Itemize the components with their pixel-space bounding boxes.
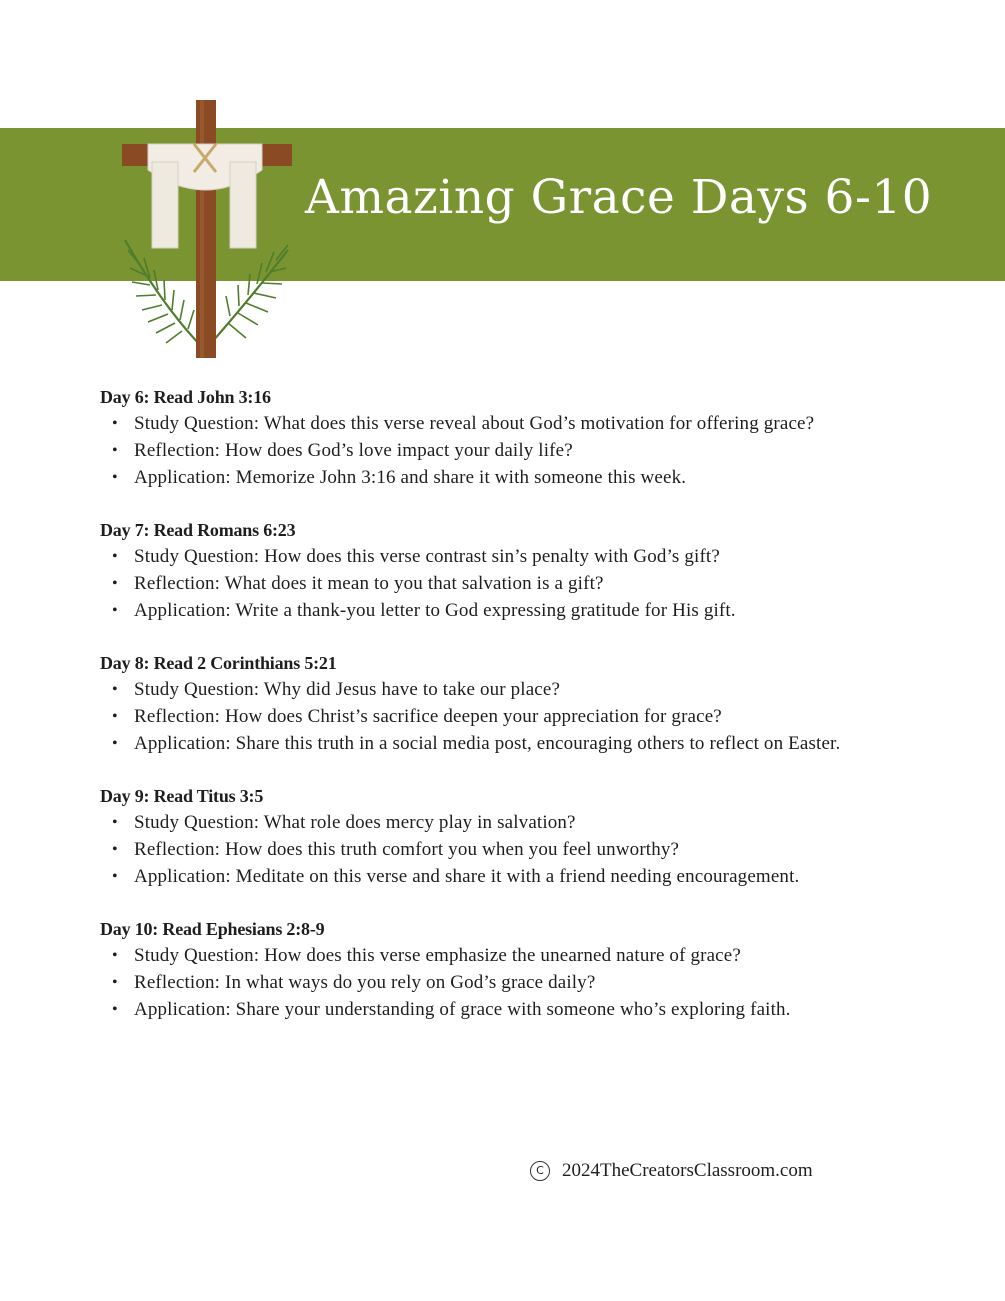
list-item: • Study Question: What role does mercy play in salvation? — [100, 809, 940, 836]
list-item: • Reflection: How does Christ’s sacrifice deepen your appreciation for grace? — [100, 703, 940, 730]
copyright-icon: C — [530, 1161, 550, 1181]
list-item: • Study Question: Why did Jesus have to take our place? — [100, 676, 940, 703]
bullet-icon: • — [112, 708, 118, 725]
list-item: • Application: Share this truth in a social media post, encouraging others to reflect on Easter. — [100, 730, 940, 757]
bullet-icon: • — [112, 442, 118, 459]
list-item: • Reflection: In what ways do you rely on God’s grace daily? — [100, 969, 940, 996]
day-heading: Day 6: Read John 3:16 — [100, 387, 271, 407]
day-heading: Day 8: Read 2 Corinthians 5:21 — [100, 653, 337, 673]
list-item: • Study Question: How does this verse contrast sin’s penalty with God’s gift? — [100, 543, 940, 570]
bullet-icon: • — [112, 841, 118, 858]
bullet-icon: • — [112, 602, 118, 619]
copyright-footer — [530, 1160, 813, 1182]
bullet-icon: • — [112, 735, 118, 752]
day-section-7 — [100, 517, 940, 624]
list-item: • Application: Memorize John 3:16 and share it with someone this week. — [100, 464, 940, 491]
list-item: • Study Question: What does this verse reveal about God’s motivation for offering grace? — [100, 410, 940, 437]
bullet-icon: • — [112, 814, 118, 831]
bullet-icon: • — [112, 681, 118, 698]
list-item: • Reflection: How does God’s love impact your daily life? — [100, 437, 940, 464]
cross-with-palms-illustration — [110, 100, 300, 362]
day-heading: Day 10: Read Ephesians 2:8-9 — [100, 919, 325, 939]
footer-website: 2024TheCreatorsClassroom.com — [562, 1160, 813, 1181]
list-item: • Application: Meditate on this verse and share it with a friend needing encouragement. — [100, 863, 940, 890]
bullet-icon: • — [112, 947, 118, 964]
day-section-6 — [100, 384, 940, 491]
bullet-icon: • — [112, 415, 118, 432]
list-item: • Reflection: How does this truth comfort you when you feel unworthy? — [100, 836, 940, 863]
day-heading: Day 9: Read Titus 3:5 — [100, 786, 264, 806]
bullet-icon: • — [112, 868, 118, 885]
bullet-icon: • — [112, 548, 118, 565]
day-item-list — [100, 543, 940, 624]
reading-plan — [100, 384, 940, 1049]
bullet-icon: • — [112, 974, 118, 991]
day-item-list — [100, 942, 940, 1023]
list-item: • Study Question: How does this verse emphasize the unearned nature of grace? — [100, 942, 940, 969]
day-item-list — [100, 676, 940, 757]
day-section-10 — [100, 916, 940, 1023]
day-section-8 — [100, 650, 940, 757]
list-item: • Application: Share your understanding of grace with someone who’s exploring faith. — [100, 996, 940, 1023]
day-heading: Day 7: Read Romans 6:23 — [100, 520, 296, 540]
bullet-icon: • — [112, 575, 118, 592]
cross-vertical-beam — [196, 100, 216, 358]
day-section-9 — [100, 783, 940, 890]
list-item: • Application: Write a thank-you letter to God expressing gratitude for His gift. — [100, 597, 940, 624]
page-title: Amazing Grace Days 6-10 — [305, 170, 933, 225]
day-item-list — [100, 410, 940, 491]
bullet-icon: • — [112, 469, 118, 486]
bullet-icon: • — [112, 1001, 118, 1018]
list-item: • Reflection: What does it mean to you that salvation is a gift? — [100, 570, 940, 597]
day-item-list — [100, 809, 940, 890]
